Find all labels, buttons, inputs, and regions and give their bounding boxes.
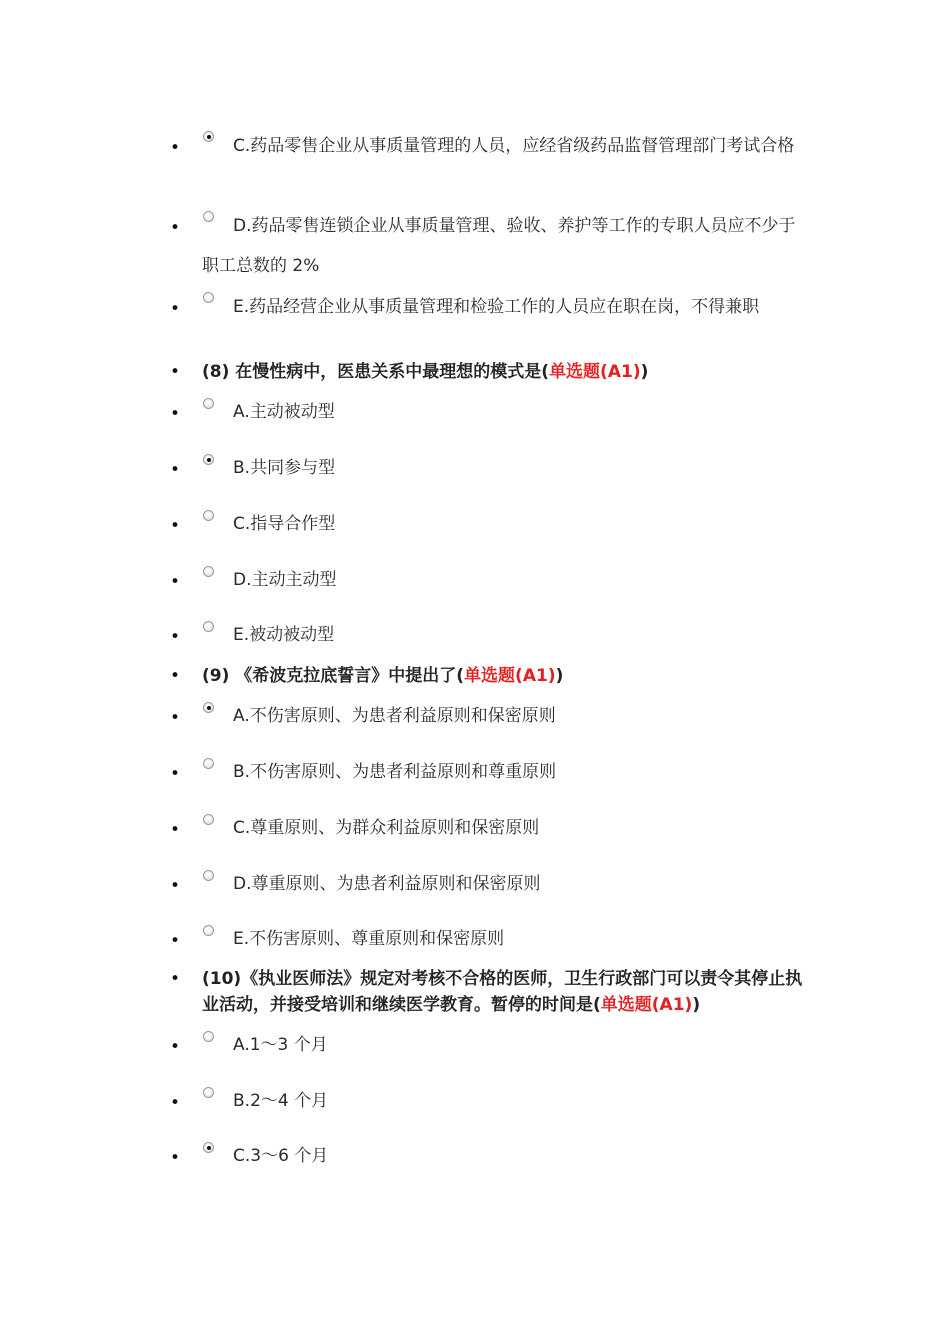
question-type-tag: 单选题(A1)	[549, 362, 641, 382]
option-text: D.药品零售连锁企业从事质量管理、验收、养护等工作的专职人员应不少于职工总数的 2%	[202, 216, 796, 276]
option-text: C.3～6 个月	[233, 1146, 329, 1166]
bullet: •	[170, 1093, 181, 1113]
option-text: E.药品经营企业从事质量管理和检验工作的人员应在职在岗，不得兼职	[233, 297, 760, 317]
bullet: •	[170, 218, 181, 238]
option-text: A.主动被动型	[233, 402, 335, 422]
question-text: (10)《执业医师法》规定对考核不合格的医师，卫生行政部门可以责令其停止执业活动，并接受培训和继续医学教育。暂停的时间是(单选题(A1))	[202, 969, 803, 1015]
bullet: •	[170, 460, 181, 480]
option-text: A.1～3 个月	[233, 1035, 328, 1055]
option-text: D.主动主动型	[233, 570, 337, 590]
question-text: (9) 《希波克拉底誓言》中提出了(单选题(A1))	[202, 666, 564, 686]
option-text: B.不伤害原则、为患者利益原则和尊重原则	[233, 762, 557, 782]
bullet: •	[170, 666, 181, 686]
bullet: •	[170, 138, 181, 158]
bullet: •	[170, 931, 181, 951]
bullet: •	[170, 820, 181, 840]
option-text: A.不伤害原则、为患者利益原则和保密原则	[233, 706, 556, 726]
bullet: •	[170, 404, 181, 424]
bullet: •	[170, 969, 181, 989]
option-text: C.药品零售企业从事质量管理的人员，应经省级药品监督管理部门考试合格	[233, 136, 795, 156]
bullet: •	[170, 299, 181, 319]
option-text: C.指导合作型	[233, 514, 336, 534]
option-text: E.不伤害原则、尊重原则和保密原则	[233, 929, 505, 949]
question-type-tag: 单选题(A1)	[600, 995, 693, 1015]
question-type-tag: 单选题(A1)	[464, 666, 556, 686]
bullet: •	[170, 627, 181, 647]
bullet: •	[170, 1148, 181, 1168]
bullet: •	[170, 876, 181, 896]
bullet: •	[170, 1037, 181, 1057]
bullet: •	[170, 572, 181, 592]
option-text: B.2～4 个月	[233, 1091, 329, 1111]
option-text: C.尊重原则、为群众利益原则和保密原则	[233, 818, 540, 838]
bullet: •	[170, 708, 181, 728]
option-text: E.被动被动型	[233, 625, 335, 645]
bullet: •	[170, 362, 181, 382]
option-text: D.尊重原则、为患者利益原则和保密原则	[233, 874, 541, 894]
bullet: •	[170, 764, 181, 784]
bullet: •	[170, 516, 181, 536]
question-text: (8) 在慢性病中，医患关系中最理想的模式是(单选题(A1))	[202, 362, 649, 382]
option-text: B.共同参与型	[233, 458, 336, 478]
